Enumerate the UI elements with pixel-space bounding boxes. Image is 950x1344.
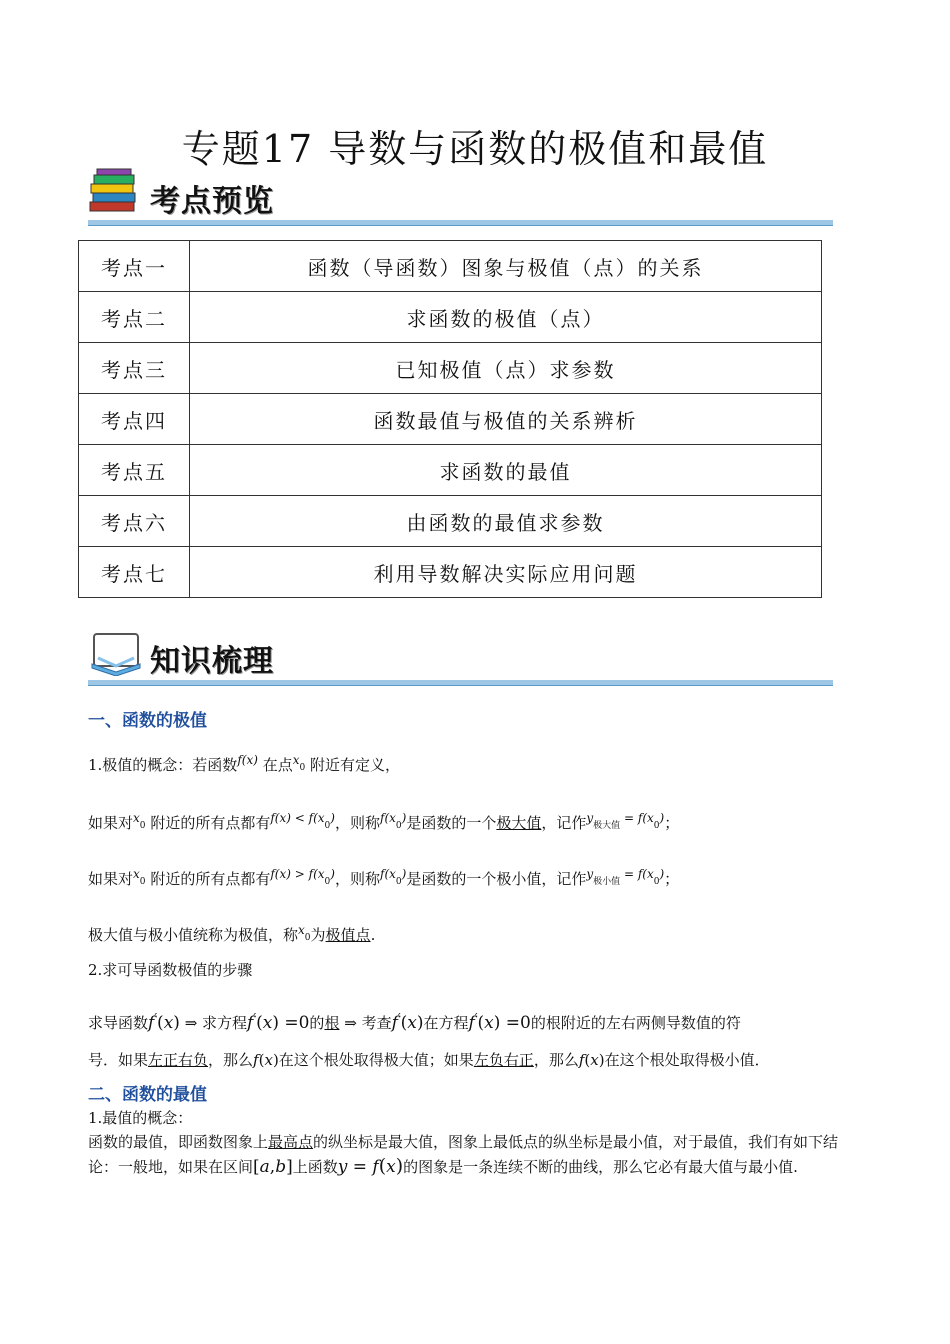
topic-key: 考点六 (79, 496, 190, 547)
topic-value: 利用导数解决实际应用问题 (190, 547, 822, 598)
section-heading-extrema: 一、函数的极值 (88, 711, 207, 731)
topic-key: 考点五 (79, 445, 190, 496)
banner-label: 知识梳理 (150, 644, 274, 679)
table-row (79, 241, 822, 292)
section-banner-preview (88, 168, 833, 228)
books-icon (88, 168, 144, 216)
section-banner-knowledge (88, 628, 833, 688)
open-book-icon (88, 628, 144, 676)
paragraph-extremum-concept: 1.极值的概念：若函数$^{f(x)}$ 在点$^x$0 附近有定义， (88, 753, 401, 774)
table-row (79, 445, 822, 496)
topic-key: 考点三 (79, 343, 190, 394)
topic-key: 考点一 (79, 241, 190, 292)
table-row (79, 496, 822, 547)
paragraph-local-min: 如果对$^x$0 附近的所有点都有$^{f(x) >}$ $^{f(x}$0)，则称$^{f(x}$0)是函数的一个极小值，记作$^y$极小值 = $^{f(x}$0)； (88, 867, 680, 888)
table-row (79, 547, 822, 598)
topic-value: 已知极值（点）求参数 (190, 343, 822, 394)
page-title: 专题17 导数与函数的极值和最值 (181, 127, 769, 171)
banner-label: 考点预览 (150, 184, 274, 219)
section-heading-max-min: 二、函数的最值 (88, 1085, 207, 1105)
topic-value: 函数（导函数）图象与极值（点）的关系 (190, 241, 822, 292)
banner-rule (88, 220, 833, 226)
table-row (79, 292, 822, 343)
topic-key: 考点四 (79, 394, 190, 445)
topic-value: 函数最值与极值的关系辨析 (190, 394, 822, 445)
topic-value: 求函数的极值（点） (190, 292, 822, 343)
topic-key: 考点七 (79, 547, 190, 598)
paragraph-extremum-points: 极大值与极小值统称为极值，称$^x$0为极值点. (88, 923, 376, 944)
paragraph-local-max: 如果对$^x$0 附近的所有点都有$^{f(x) <}$ $^{f(x}$0)，则称$^{f(x}$0)是函数的一个极大值，记作$^y$极大值 = $^{f(x}$0)； (88, 811, 680, 832)
paragraph-steps-title: 2.求可导函数极值的步骤 (88, 961, 253, 979)
table-row (79, 394, 822, 445)
topic-value: 求函数的最值 (190, 445, 822, 496)
paragraph-max-min-title: 1.最值的概念： (88, 1109, 193, 1127)
topics-table (78, 240, 822, 598)
table-row (79, 343, 822, 394)
paragraph-steps-cont: 号．如果左正右负，那么f(x)在这个根处取得极大值；如果左负右正，那么f(x)在这个根处取得极小值． (88, 1051, 770, 1069)
topic-key: 考点二 (79, 292, 190, 343)
paragraph-steps: 求导函数f′(x) ⇒ 求方程f′(x) =0的根 ⇒ 考查f′(x)在方程f′(x) =0的根附近的左右两侧导数值的符 (88, 1011, 741, 1033)
topic-value: 由函数的最值求参数 (190, 496, 822, 547)
banner-rule (88, 680, 833, 686)
paragraph-max-min-concept: 函数的最值，即函数图象上最高点的纵坐标是最大值，图象上最低点的纵坐标是最小值，对于最值，我们有如下结论：一般地，如果在区间[a,b]上函数y = f(x)的图象是一条连续不断的曲线，那么它必有最大值与最小值. (88, 1133, 839, 1177)
